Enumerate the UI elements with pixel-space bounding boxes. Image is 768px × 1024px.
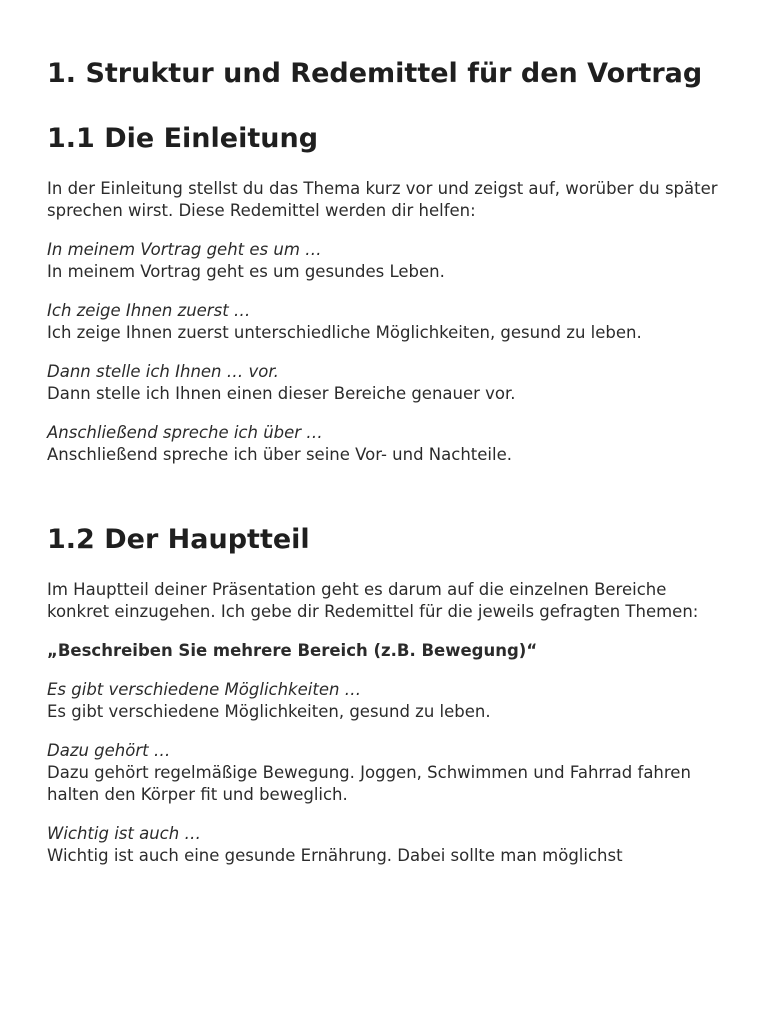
phrase-example: Wichtig ist auch eine gesunde Ernährung. Dabei sollte man möglichst <box>47 846 623 865</box>
document-title: 1. Struktur und Redemittel für den Vortrag <box>47 58 703 89</box>
phrase-pattern: Es gibt verschiedene Möglichkeiten … <box>47 680 362 699</box>
phrase-item <box>47 239 728 283</box>
phrase-pattern: Ich zeige Ihnen zuerst … <box>47 301 251 320</box>
phrase-item <box>47 300 728 344</box>
phrase-pattern: Wichtig ist auch … <box>47 824 201 843</box>
phrase-pattern: Dazu gehört … <box>47 741 171 760</box>
phrase-pattern: Anschließend spreche ich über … <box>47 423 323 442</box>
section-heading-hauptteil: 1.2 Der Hauptteil <box>47 524 310 555</box>
phrase-example: Ich zeige Ihnen zuerst unterschiedliche Möglichkeiten, gesund zu leben. <box>47 323 642 342</box>
phrase-example: Es gibt verschiedene Möglichkeiten, gesund zu leben. <box>47 702 491 721</box>
phrase-example: Dann stelle ich Ihnen einen dieser Bereiche genauer vor. <box>47 384 516 403</box>
section-intro-einleitung: In der Einleitung stellst du das Thema kurz vor und zeigst auf, worüber du später sprechen wirst. Diese Redemittel werden dir helfen: <box>47 179 718 220</box>
phrase-item <box>47 823 728 867</box>
topic-subheading: „Beschreiben Sie mehrere Bereich (z.B. Bewegung)“ <box>47 641 538 660</box>
phrase-item <box>47 740 728 806</box>
section-heading-einleitung: 1.1 Die Einleitung <box>47 123 319 154</box>
phrase-example: Dazu gehört regelmäßige Bewegung. Joggen, Schwimmen und Fahrrad fahren halten den Körper fit und beweglich. <box>47 763 691 804</box>
phrase-item <box>47 679 728 723</box>
phrase-example: Anschließend spreche ich über seine Vor- und Nachteile. <box>47 445 512 464</box>
phrase-pattern: Dann stelle ich Ihnen … vor. <box>47 362 279 381</box>
phrase-item <box>47 361 728 405</box>
phrase-pattern: In meinem Vortrag geht es um … <box>47 240 322 259</box>
section-intro-hauptteil: Im Hauptteil deiner Präsentation geht es darum auf die einzelnen Bereiche konkret einzugehen. Ich gebe dir Redemittel für die jeweils gefragten Themen: <box>47 580 699 621</box>
phrase-example: In meinem Vortrag geht es um gesundes Leben. <box>47 262 445 281</box>
phrase-item <box>47 422 728 466</box>
